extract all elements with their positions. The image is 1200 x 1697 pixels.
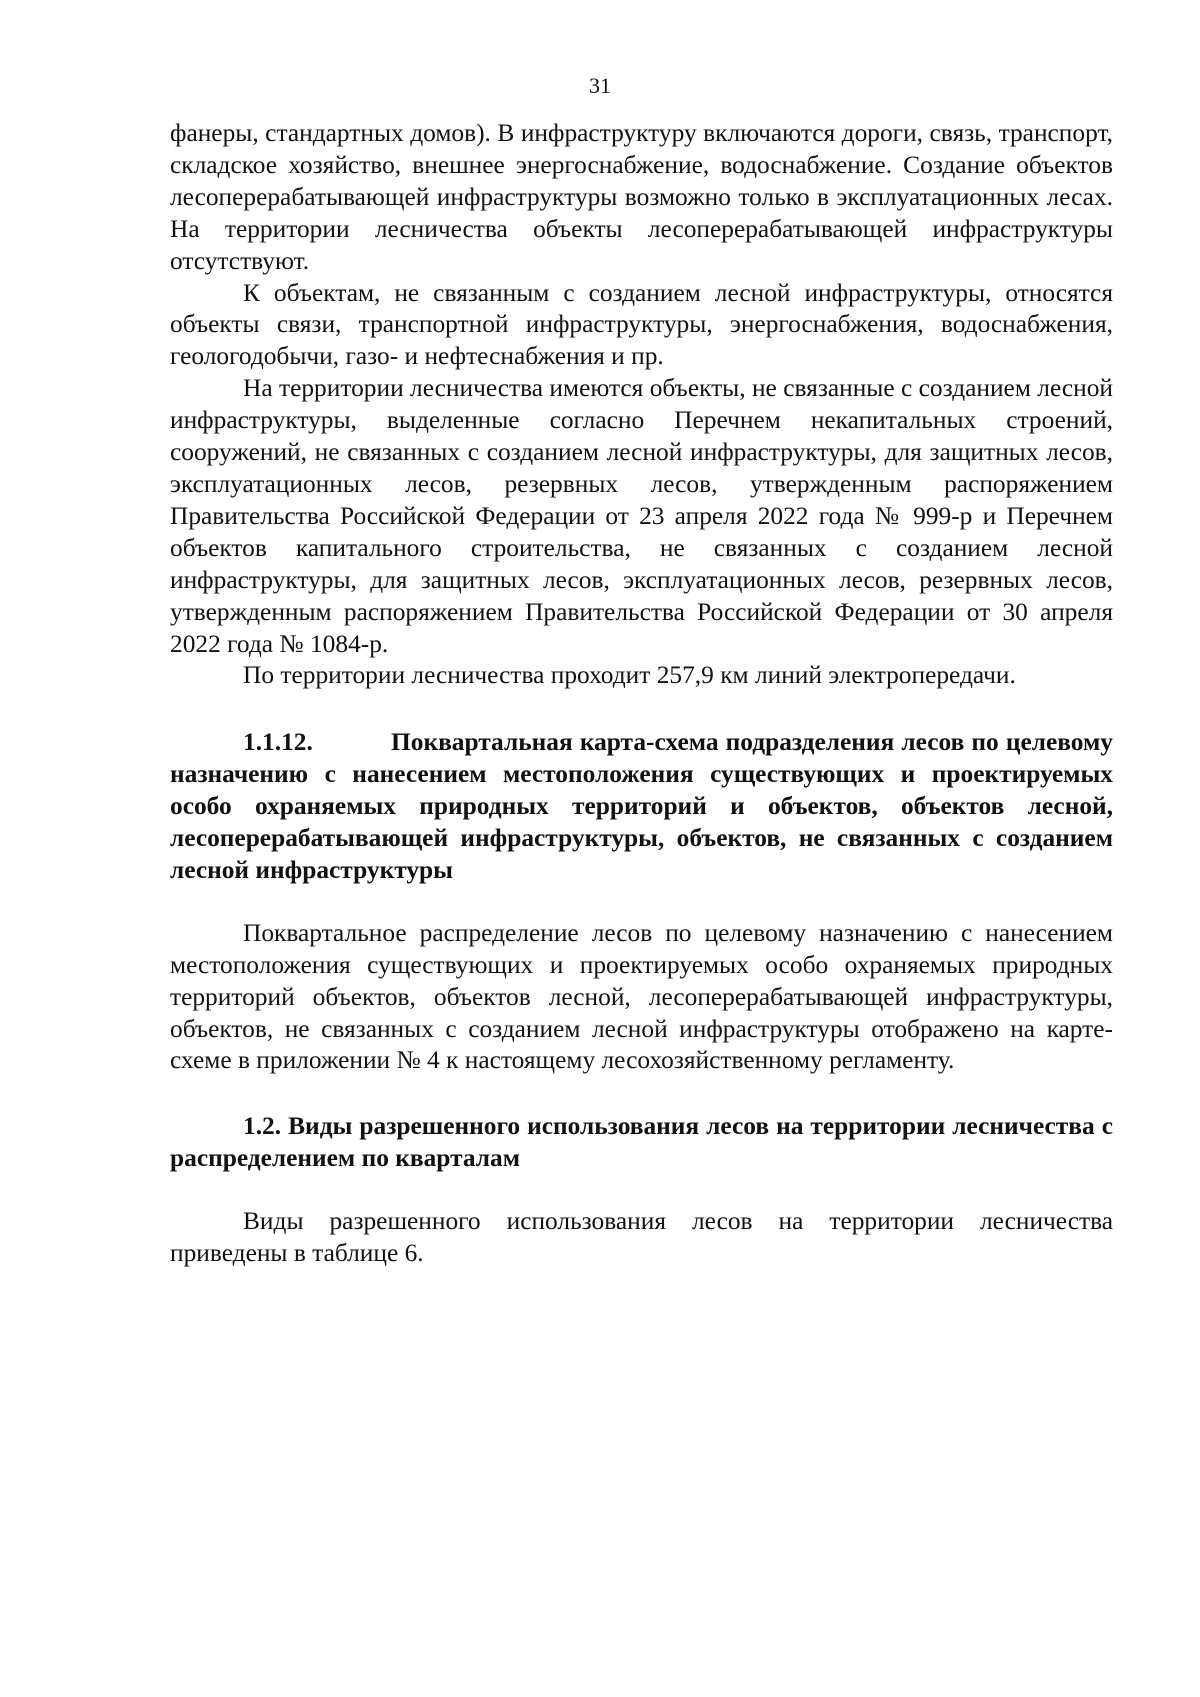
paragraph-infrastructure-continuation: фанеры, стандартных домов). В инфраструктуру включаются дороги, связь, транспорт, складское хозяйство, внешнее энергоснабжение, водоснабжение. Создание объектов лесоперерабатывающей инфраструктуры возможно только в эксплуатационных лесах. На территории лесничества объекты лесоперерабатывающей инфраструктуры отсутствуют. — [170, 119, 1113, 275]
page-number: 31 — [589, 73, 611, 98]
section-title: Виды разрешенного использования лесов на территории лесничества с распределением по кварталам — [170, 1112, 1113, 1173]
paragraph-existing-objects: На территории лесничества имеются объекты, не связанные с созданием лесной инфраструктуры, выделенные согласно Перечнем некапитальных строений, сооружений, не связанных с созданием лесной инфраструктуры, для защитных лесов, эксплуатационных лесов, резервных лесов, утвержденным распоряжением Правительства Российской Федерации от 23 апреля 2022 года № 999-р и Перечнем объектов капитального строительства, не связанных с созданием лесной инфраструктуры, для защитных лесов, эксплуатационных лесов, резервных лесов, утвержденным распоряжением Правительства Российской Федерации от 30 апреля 2022 года № 1084-р. — [170, 374, 1113, 658]
section-heading-1-2 — [170, 1111, 1113, 1175]
paragraph-power-lines: По территории лесничества проходит 257,9 км линий электропередачи. — [243, 661, 1016, 690]
section-body-1-1-12: Поквартальное распределение лесов по целевому назначению с нанесением местоположения существующих и проектируемых особо охраняемых природных территорий объектов, объектов лесной, лесоперерабатывающей инфраструктуры, объектов, не связанных с созданием лесной инфраструктуры отображено на карте-схеме в приложении № 4 к настоящему лесохозяйственному регламенту. — [170, 918, 1113, 1075]
section-body-1-2: Виды разрешенного использования лесов на территории лесничества приведены в таблице 6. — [170, 1207, 1113, 1268]
section-heading-1-1-12 — [170, 727, 1113, 887]
section-number: 1.1.12. — [243, 728, 313, 757]
paragraph-non-forest-objects: К объектам, не связанным с созданием лесной инфраструктуры, относятся объекты связи, транспортной инфраструктуры, энергоснабжения, водоснабжения, геологодобычи, газо- и нефтеснабжения и пр. — [170, 278, 1113, 371]
section-number: 1.2. — [243, 1112, 282, 1141]
page-content — [170, 118, 1113, 1270]
section-title: Поквартальная карта-схема подразделения лесов по целевому назначению с нанесением местоположения существующих и проектируемых особо охраняемых природных территорий и объектов, объектов лесной, лесоперерабатывающей инфраструктуры, объектов, не связанных с созданием лесной инфраструктуры — [170, 728, 1113, 884]
